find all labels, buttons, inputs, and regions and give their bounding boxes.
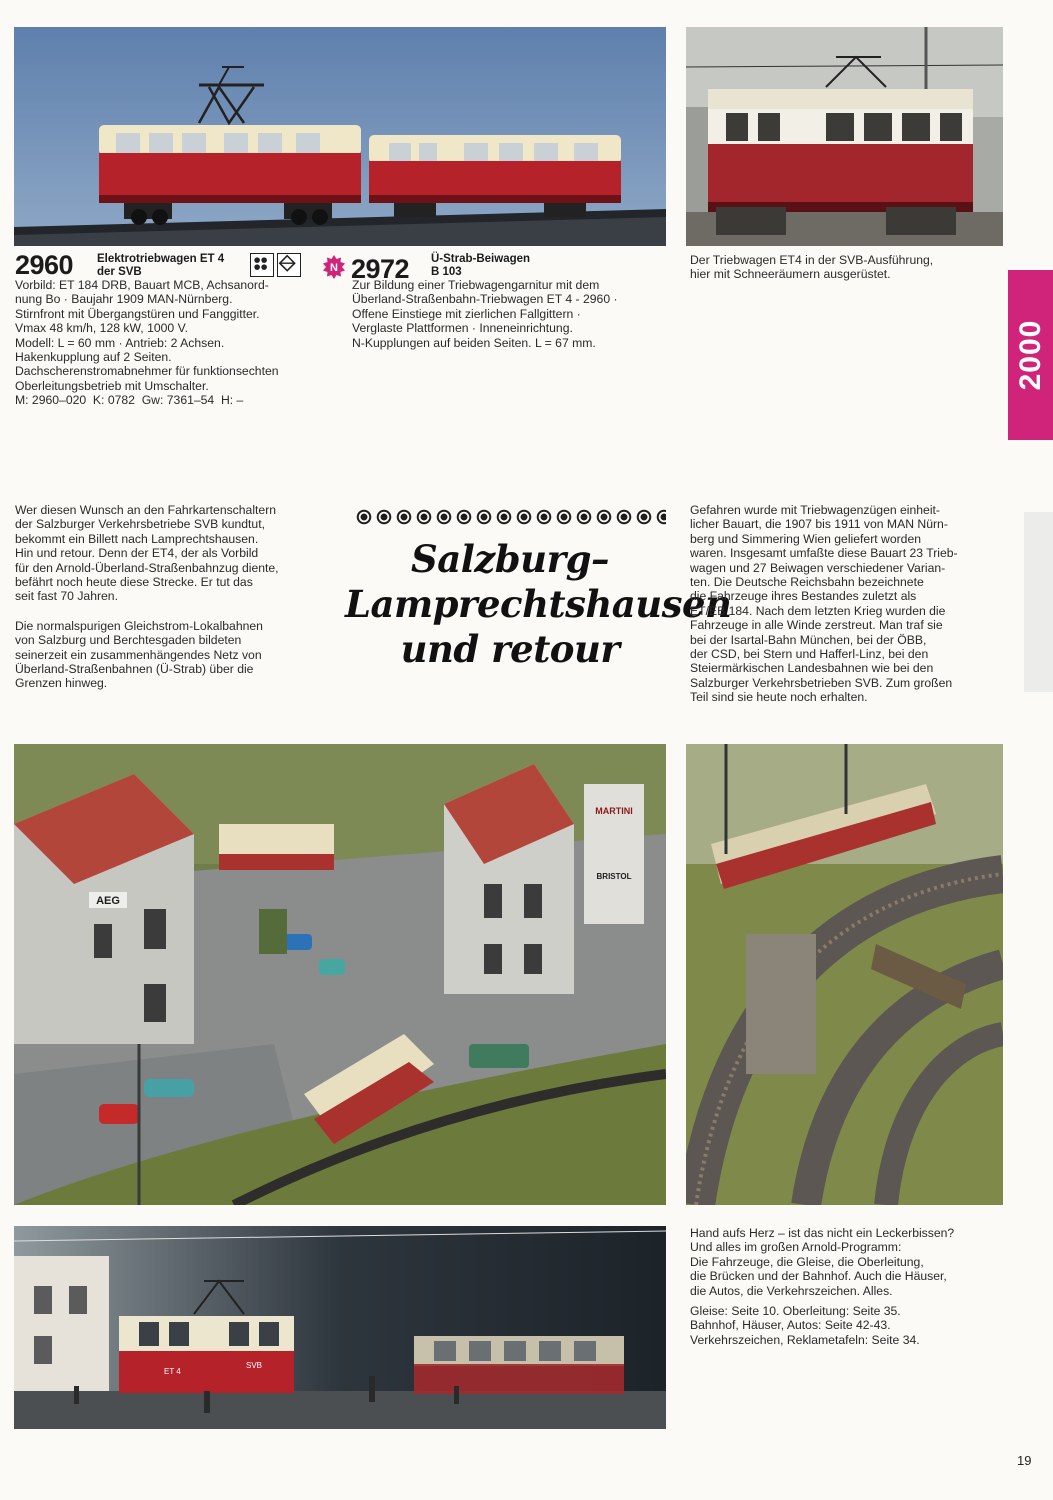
new-badge-icon [322,255,346,279]
article-2960-title-line1: Elektrotriebwagen ET 4 [97,253,225,265]
article-2960-codes: M: 2960–020 K: 0782 Gw: 7361–54 H: – [15,393,244,407]
caption-real-tram: Der Triebwagen ET4 in der SVB-Ausführung, hier mit Schneeräumern ausgerüstet. [690,253,934,282]
rail-symbol-icon [277,253,301,277]
article-2972-description: Zur Bildung einer Triebwagengarnitur mit dem Überland-Straßenbahn-Triebwagen ET 4 - 2960 · Offene Einstiege mit zierlichen Fallgittern · Verglaste Plattformen · Inneneinrichtung. N-Kupplungen auf beiden Seiten. L = 67 mm. [352,278,618,350]
photo-real-tram-et4 [686,27,1003,246]
article-2972-title [431,253,611,279]
article-number-2972: 2972 [351,254,410,284]
photo-model-town-layout [14,744,666,1205]
new-badge-label: N [330,262,338,274]
sign-bristol: BRISTOL [596,872,632,881]
article-2960-description: Vorbild: ET 184 DRB, Bauart MCB, Achsanord- nung Bo · Baujahr 1909 MAN-Nürnberg. Stirnfront mit Übergangstüren und Fanggitter. Vmax 48 km/h, 128 kW, 1000 V. Modell: L = 60 mm · Antrieb: 2 Achsen. Hakenkupplung auf 2 Seiten. Dachscherenstromabnehmer für funktionsechten Oberleitungsbetrieb mit Umschalter. [15,278,279,393]
intro-left [15,503,345,691]
intro-right: Gefahren wurde mit Triebwagenzügen einheit- licher Bauart, die 1907 bis 1911 von MAN Nürn- berg und Simmering Wien geliefert worden waren. Insgesamt umfaßte diese Bauart 23 Trieb- wagen und 27 Beiwagen verschiedener Varian- ten. Die Deutsche Reichsbahn bezeichnete die Fahrzeuge ihres Bestandes zuletzt als ET/EB 184. Nach dem letzten Krieg wurden die Fahrzeuge in alle Winde zerstreut. Man traf sie bei der Isartal-Bahn München, bei der ÖBB, der CSD, bei Stern und Hafferl-Linz, bei den Steiermärkischen Landesbahnen wie bei den Salzburger Verkehrsbetrieben SVB. Zum großen Teil sind sie heute noch erhalten. [690,503,958,705]
sign-martini: MARTINI [595,806,633,816]
photo-model-curved-tracks [686,744,1003,1205]
bottom-right-para1: Hand aufs Herz – ist das nicht ein Leckerbissen? Und alles im großen Arnold-Programm: Die Fahrzeuge, die Gleise, die Oberleitung, die Brücken und der Bahnhof. Auch die Häuser, die Autos, die Verkehrszeichen. Alles. [690,1226,955,1298]
bottom-right-para2: Gleise: Seite 10. Oberleitung: Seite 35. Bahnhof, Häuser, Autos: Seite 42-43. Verkehrszeichen, Reklametafeln: Seite 34. [690,1304,920,1347]
sign-aeg: AEG [96,895,120,907]
article-2960-title-line2: der SVB [97,266,142,278]
section-tab-label: 2000 [1013,319,1047,391]
headline-line2: Lamprechtshausen [345,582,732,626]
headline-line3: und retour [400,627,620,671]
headline-line1: Salzburg– [411,537,609,581]
article-2972-title-line2: B 103 [431,266,462,278]
page-number: 19 [1017,1453,1032,1468]
tram-number-label: ET 4 [164,1367,181,1376]
article-2960-title [97,253,247,279]
page-edge-strip [1024,512,1053,692]
photo-model-tram-station [14,1226,666,1429]
four-dots-symbol-icon [250,253,274,277]
article-number-2960: 2960 [15,250,74,280]
section-tab [1008,270,1053,440]
intro-left-para1: Wer diesen Wunsch an den Fahrkartenschaltern der Salzburger Verkehrsbetriebe SVB kundtut, bekommt ein Billett nach Lamprechtshausen. Hin und retour. Denn der ET4, der als Vorbild für den Arnold-Überland-Straßenbahnzug diente, befährt noch heute diese Strecke. Er tut das seit fast 70 Jahren. [15,503,279,604]
photo-model-tram-train [14,27,666,246]
article-2972-title-line1: Ü-Strab-Beiwagen [431,253,531,265]
bottom-right-text [690,1226,1010,1347]
tram-svb-label: SVB [246,1361,263,1370]
headline [345,537,732,672]
intro-left-para2: Die normalspurigen Gleichstrom-Lokalbahnen von Salzburg und Berchtesgaden bildeten seinerzeit ein zusammenhängendes Netz von Überland-Straßenbahnen (Ü-Strab) über die Grenzen hinweg. [15,618,263,691]
decorative-ornament-border [354,507,666,527]
ghost-show-through [238,446,244,472]
